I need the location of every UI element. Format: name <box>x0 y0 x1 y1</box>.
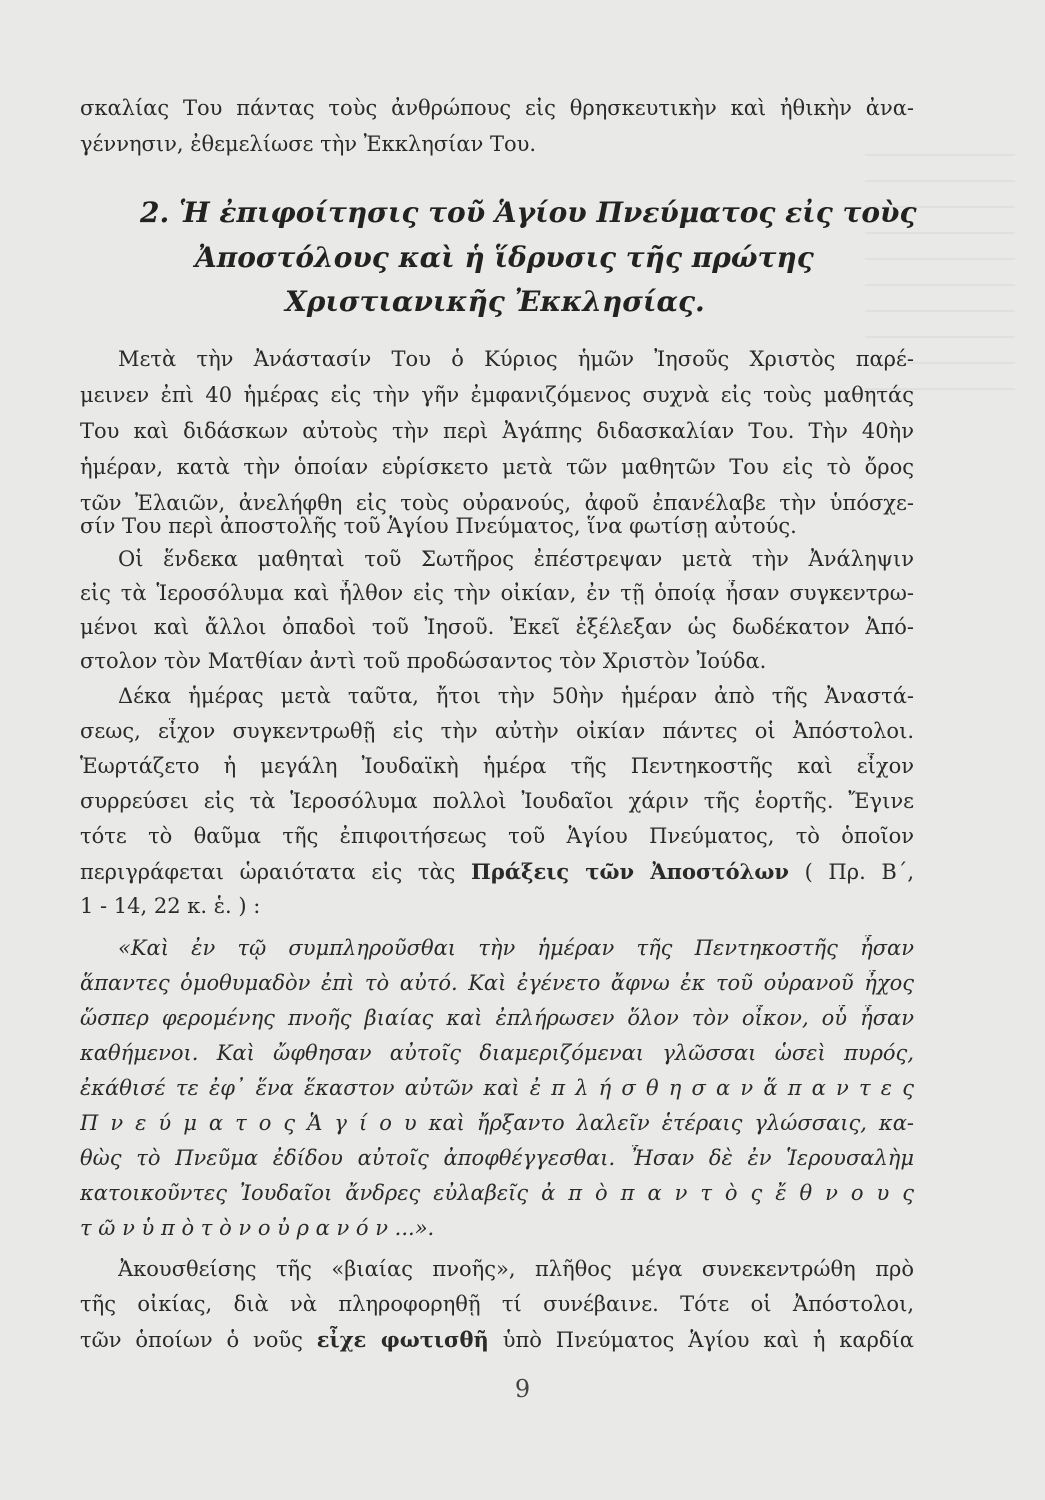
quote-line-8: κατοικοῦντες Ἰουδαῖοι ἄνδρες εὐλαβεῖς ἀ π ὸ π α ν τ ὸ ς ἔ θ ν ο υ ς <box>80 1181 914 1205</box>
quote-line-5: ἐκάθισέ τε ἐφ᾽ ἕνα ἕκαστον αὐτῶν καὶ ἐ π λ ή σ θ η σ α ν ἅ π α ν τ ε ς <box>80 1076 914 1100</box>
paragraph-4-line-3-rest: ὑπὸ Πνεύματος Ἁγίου καὶ ἡ καρδία <box>488 1328 914 1352</box>
paragraph-3-line-5: τότε τὸ θαῦμα τῆς ἐπιφοιτήσεως τοῦ Ἁγίου Πνεύματος, τὸ ὁποῖον <box>80 824 914 848</box>
paragraph-2-line-1: Οἱ ἕνδεκα μαθηταὶ τοῦ Σωτῆρος ἐπέστρεψαν μετὰ τὴν Ἀνάληψιν <box>118 547 914 571</box>
paragraph-4-line-1: Ἀκουσθείσης τῆς «βιαίας πνοῆς», πλῆθος μέγα συνεκεντρώθη πρὸ <box>118 1257 914 1281</box>
paragraph-3-line-2: σεως, εἶχον συγκεντρωθῇ εἰς τὴν αὐτὴν οἰκίαν πάντες οἱ Ἀπόστολοι. <box>80 719 914 743</box>
paragraph-3-line-7: 1 - 14, 22 κ. ἑ. ) : <box>80 894 261 918</box>
paragraph-3-line-6-text: περιγράφεται ὡραιότατα εἰς τὰς <box>80 860 472 884</box>
intro-line-2: γέννησιν, ἐθεμελίωσε τὴν Ἐκκλησίαν Του. <box>80 132 537 156</box>
paragraph-4-line-3-text: τῶν ὁποίων ὁ νοῦς <box>80 1328 317 1352</box>
page-number: 9 <box>514 1375 531 1403</box>
quote-line-6: Π ν ε ύ μ α τ ο ς Ἁ γ ί ο υ καὶ ἤρξαντο λαλεῖν ἑτέραις γλώσσαις, κα- <box>80 1111 914 1135</box>
quote-line-4: καθήμενοι. Καὶ ὤφθησαν αὐτοῖς διαμεριζόμεναι γλῶσσαι ὡσεὶ πυρός, <box>80 1041 914 1065</box>
paragraph-2-line-2: εἰς τὰ Ἱεροσόλυμα καὶ ἦλθον εἰς τὴν οἰκίαν, ἐν τῇ ὁποίᾳ ἦσαν συγκεντρω- <box>80 581 914 605</box>
paragraph-1-line-4: ἡμέραν, κατὰ τὴν ὁποίαν εὑρίσκετο μετὰ τῶν μαθητῶν Του εἰς τὸ ὄρος <box>80 455 914 479</box>
paragraph-3-line-1: Δέκα ἡμέρας μετὰ ταῦτα, ἤτοι τὴν 50ὴν ἡμέραν ἀπὸ τῆς Ἀναστά- <box>118 684 914 708</box>
paragraph-2-line-4: στολον τὸν Ματθίαν ἀντὶ τοῦ προδώσαντος τὸν Χριστὸν Ἰούδα. <box>80 649 767 673</box>
paragraph-3-line-3: Ἑωρτάζετο ἡ μεγάλη Ἰουδαϊκὴ ἡμέρα τῆς Πεντηκοστῆς καὶ εἶχον <box>80 754 914 778</box>
paragraph-3-line-6 <box>80 858 914 886</box>
paragraph-4-line-2: τῆς οἰκίας, διὰ νὰ πληροφορηθῇ τί συνέβαινε. Τότε οἱ Ἀπόστολοι, <box>80 1292 914 1316</box>
paragraph-1-line-3: Του καὶ διδάσκων αὐτοὺς τὴν περὶ Ἀγάπης διδασκαλίαν Του. Τὴν 40ὴν <box>80 419 914 443</box>
paragraph-1-line-2: μεινεν ἐπὶ 40 ἡμέρας εἰς τὴν γῆν ἐμφανιζόμενος συχνὰ εἰς τοὺς μαθητάς <box>80 383 914 407</box>
section-heading-line-3: Χριστιανικῆς Ἐκκλησίας. <box>285 285 705 318</box>
paragraph-2-line-3: μένοι καὶ ἄλλοι ὀπαδοὶ τοῦ Ἰησοῦ. Ἐκεῖ ἐξέλεξαν ὡς δωδέκατον Ἀπό- <box>80 615 914 639</box>
paragraph-1-line-6: σίν Του περὶ ἀποστολῆς τοῦ Ἁγίου Πνεύματος, ἵνα φωτίσῃ αὐτούς. <box>80 514 797 538</box>
paragraph-3-line-4: συρρεύσει εἰς τὰ Ἱεροσόλυμα πολλοὶ Ἰουδαῖοι χάριν τῆς ἑορτῆς. Ἔγινε <box>80 789 914 813</box>
paragraph-3-line-6-citation: ( Πρ. Β΄, <box>788 860 914 884</box>
paragraph-1-line-1: Μετὰ τὴν Ἀνάστασίν Του ὁ Κύριος ἡμῶν Ἰησοῦς Χριστὸς παρέ- <box>118 347 914 371</box>
quote-line-2: ἅπαντες ὁμοθυμαδὸν ἐπὶ τὸ αὐτό. Καὶ ἐγένετο ἄφνω ἐκ τοῦ οὐρανοῦ ἦχος <box>80 971 914 995</box>
section-heading-line-1: 2. Ἡ ἐπιφοίτησις τοῦ Ἁγίου Πνεύματος εἰς τοὺς <box>140 196 917 229</box>
paragraph-4-line-3 <box>80 1326 914 1354</box>
intro-line-1: σκαλίας Του πάντας τοὺς ἀνθρώπους εἰς θρησκευτικὴν καὶ ἠθικὴν ἀνα- <box>80 96 914 120</box>
paragraph-1-line-5: τῶν Ἐλαιῶν, ἀνελήφθη εἰς τοὺς οὐρανούς, ἀφοῦ ἐπανέλαβε τὴν ὑπόσχε- <box>80 491 914 515</box>
quote-line-7: θὼς τὸ Πνεῦμα ἐδίδου αὐτοῖς ἀποφθέγγεσθαι. Ἦσαν δὲ ἐν Ἱερουσαλὴμ <box>80 1146 914 1170</box>
quote-line-3: ὥσπερ φερομένης πνοῆς βιαίας καὶ ἐπλήρωσεν ὅλον τὸν οἶκον, οὗ ἦσαν <box>80 1006 914 1030</box>
book-reference-bold: Πράξεις τῶν Ἀποστόλων <box>471 859 789 884</box>
quote-line-9: τ ῶ ν ὑ π ὸ τ ὸ ν ο ὐ ρ α ν ό ν ...». <box>80 1216 435 1240</box>
section-heading-line-2: Ἀποστόλους καὶ ἡ ἵδρυσις τῆς πρώτης <box>195 241 814 274</box>
quote-line-1: «Καὶ ἐν τῷ συμπληροῦσθαι τὴν ἡμέραν τῆς Πεντηκοστῆς ἦσαν <box>118 936 914 960</box>
emphasis-bold: εἶχε φωτισθῆ <box>316 1327 489 1352</box>
